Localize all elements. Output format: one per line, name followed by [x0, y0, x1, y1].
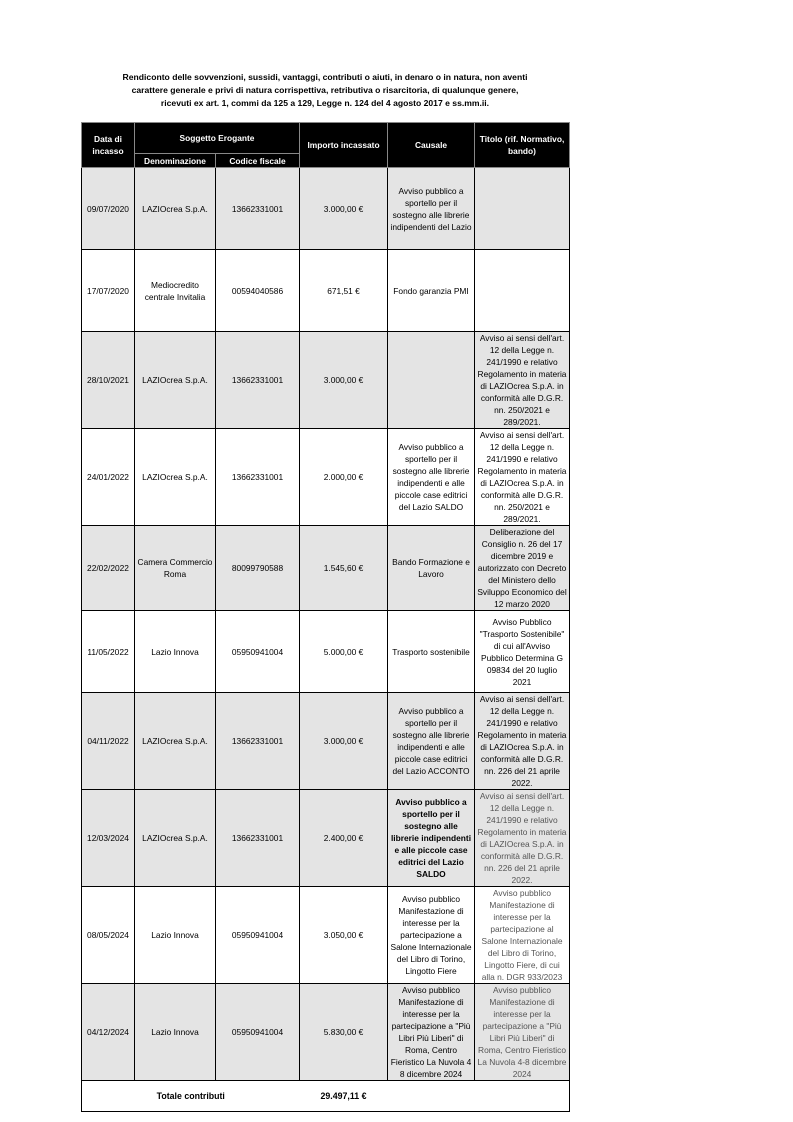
- causale-cell: Avviso pubblico a sportello per il sostegno alle librerie indipendenti e alle piccole case editrici del Lazio ACCONTO: [388, 693, 475, 790]
- titolo-cell: [475, 250, 570, 332]
- amount-cell: 1.545,60 €: [300, 526, 388, 611]
- name-cell: Camera Commercio Roma: [135, 526, 216, 611]
- name-cell: LAZIOcrea S.p.A.: [135, 693, 216, 790]
- table-row: [82, 693, 570, 790]
- titolo-cell: Avviso ai sensi dell'art. 12 della Legge n. 241/1990 e relativo Regolamento in materia di LAZIOcrea S.p.A. in conformità alle D.G.R. nn. 226 del 21 aprile 2022.: [475, 790, 570, 887]
- titolo-cell: Avviso Pubblico "Trasporto Sostenibile" di cui all'Avviso Pubblico Determina G 09834 del 20 luglio 2021: [475, 611, 570, 693]
- header-denominazione: Denominazione: [135, 154, 216, 168]
- total-amount: 29.497,11 €: [300, 1081, 388, 1112]
- amount-cell: 2.400,00 €: [300, 790, 388, 887]
- causale-cell: Fondo garanzia PMI: [388, 250, 475, 332]
- amount-cell: 3.050,00 €: [300, 887, 388, 984]
- cf-cell: 05950941004: [216, 887, 300, 984]
- name-cell: LAZIOcrea S.p.A.: [135, 168, 216, 250]
- table-row: [82, 526, 570, 611]
- cf-cell: 13662331001: [216, 693, 300, 790]
- causale-cell: [388, 332, 475, 429]
- date-cell: 17/07/2020: [82, 250, 135, 332]
- titolo-cell: Avviso pubblico Manifestazione di interesse per la partecipazione al Salone Internazionale del Libro di Torino, Lingotto Fiere, di cui alla n. DGR 933/2023: [475, 887, 570, 984]
- date-cell: 22/02/2022: [82, 526, 135, 611]
- date-cell: 04/12/2024: [82, 984, 135, 1081]
- amount-cell: 5.000,00 €: [300, 611, 388, 693]
- cf-cell: 05950941004: [216, 611, 300, 693]
- cf-cell: 13662331001: [216, 168, 300, 250]
- titolo-cell: Avviso ai sensi dell'art. 12 della Legge n. 241/1990 e relativo Regolamento in materia di LAZIOcrea S.p.A. in conformità alle D.G.R. nn. 250/2021 e 289/2021.: [475, 429, 570, 526]
- causale-cell: Avviso pubblico a sportello per il sostegno alle librerie indipendenti e alle piccole case editrici del Lazio SALDO: [388, 429, 475, 526]
- name-cell: LAZIOcrea S.p.A.: [135, 332, 216, 429]
- amount-cell: 671,51 €: [300, 250, 388, 332]
- total-label: Totale contributi: [82, 1081, 300, 1112]
- amount-cell: 2.000,00 €: [300, 429, 388, 526]
- date-cell: 24/01/2022: [82, 429, 135, 526]
- title-line-2: carattere generale e privi di natura corrispettiva, retributiva o risarcitoria, di qualunque genere,: [131, 85, 519, 96]
- header-titolo: Titolo (rif. Normativo, bando): [475, 123, 570, 168]
- causale-cell: Avviso pubblico Manifestazione di interesse per la partecipazione a Salone Internazionale del Libro di Torino, Lingotto Fiere: [388, 887, 475, 984]
- titolo-cell: Avviso pubblico Manifestazione di interesse per la partecipazione a "Più Libri Più Liberi" di Roma, Centro Fieristico La Nuvola 4-8 dicembre 2024: [475, 984, 570, 1081]
- date-cell: 12/03/2024: [82, 790, 135, 887]
- total-row: [82, 1081, 570, 1112]
- amount-cell: 3.000,00 €: [300, 168, 388, 250]
- page-title: [110, 71, 540, 111]
- amount-cell: 3.000,00 €: [300, 693, 388, 790]
- name-cell: Lazio Innova: [135, 887, 216, 984]
- cf-cell: 80099790588: [216, 526, 300, 611]
- cf-cell: 05950941004: [216, 984, 300, 1081]
- name-cell: Lazio Innova: [135, 611, 216, 693]
- date-cell: 09/07/2020: [82, 168, 135, 250]
- causale-cell: Avviso pubblico a sportello per il sostegno alle librerie indipendenti e alle piccole case editrici del Lazio SALDO: [388, 790, 475, 887]
- header-importo: Importo incassato: [300, 123, 388, 168]
- cf-cell: 13662331001: [216, 790, 300, 887]
- cf-cell: 13662331001: [216, 429, 300, 526]
- name-cell: Lazio Innova: [135, 984, 216, 1081]
- table-row: [82, 168, 570, 250]
- title-line-3: ricevuti ex art. 1, commi da 125 a 129, Legge n. 124 del 4 agosto 2017 e ss.mm.ii.: [160, 98, 490, 109]
- title-line-1: Rendiconto delle sovvenzioni, sussidi, vantaggi, contributi o aiuti, in denaro o in natura, non aventi: [122, 72, 528, 82]
- header-data-incasso: Data di incasso: [82, 123, 135, 168]
- header-soggetto-erogante: Soggetto Erogante: [135, 123, 300, 154]
- total-blank-cell: [388, 1081, 475, 1112]
- name-cell: LAZIOcrea S.p.A.: [135, 429, 216, 526]
- date-cell: 04/11/2022: [82, 693, 135, 790]
- table-row: [82, 611, 570, 693]
- table-row: [82, 984, 570, 1081]
- titolo-cell: Avviso ai sensi dell'art. 12 della Legge n. 241/1990 e relativo Regolamento in materia di LAZIOcrea S.p.A. in conformità alle D.G.R. nn. 250/2021 e 289/2021.: [475, 332, 570, 429]
- causale-cell: Avviso pubblico a sportello per il sostegno alle librerie indipendenti del Lazio: [388, 168, 475, 250]
- cf-cell: 13662331001: [216, 332, 300, 429]
- header-causale: Causale: [388, 123, 475, 168]
- table-row: [82, 429, 570, 526]
- causale-cell: Trasporto sostenibile: [388, 611, 475, 693]
- date-cell: 28/10/2021: [82, 332, 135, 429]
- table-row: [82, 332, 570, 429]
- table-row: [82, 250, 570, 332]
- name-cell: LAZIOcrea S.p.A.: [135, 790, 216, 887]
- total-blank-cell: [475, 1081, 570, 1112]
- date-cell: 11/05/2022: [82, 611, 135, 693]
- titolo-cell: Avviso ai sensi dell'art. 12 della Legge n. 241/1990 e relativo Regolamento in materia di LAZIOcrea S.p.A. in conformità alle D.G.R. nn. 226 del 21 aprile 2022.: [475, 693, 570, 790]
- date-cell: 08/05/2024: [82, 887, 135, 984]
- cf-cell: 00594040586: [216, 250, 300, 332]
- contributions-table: [81, 122, 570, 1112]
- table-row: [82, 790, 570, 887]
- header-codice-fiscale: Codice fiscale: [216, 154, 300, 168]
- causale-cell: Bando Formazione e Lavoro: [388, 526, 475, 611]
- titolo-cell: [475, 168, 570, 250]
- table-row: [82, 887, 570, 984]
- causale-cell: Avviso pubblico Manifestazione di interesse per la partecipazione a "Più Libri Più Liberi" di Roma, Centro Fieristico La Nuvola 4 8 dicembre 2024: [388, 984, 475, 1081]
- titolo-cell: Deliberazione del Consiglio n. 26 del 17 dicembre 2019 e autorizzato con Decreto del Ministero dello Sviluppo Economico del 12 marzo 2020: [475, 526, 570, 611]
- amount-cell: 3.000,00 €: [300, 332, 388, 429]
- amount-cell: 5.830,00 €: [300, 984, 388, 1081]
- name-cell: Mediocredito centrale Invitalia: [135, 250, 216, 332]
